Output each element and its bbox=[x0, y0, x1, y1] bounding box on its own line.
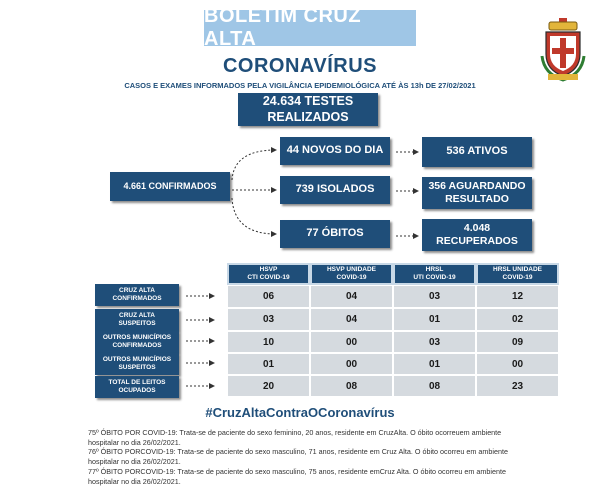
isolated-label: 739 ISOLADOS bbox=[295, 183, 375, 196]
arrow-to-new-today bbox=[232, 150, 276, 180]
awaiting-label: RESULTADO bbox=[445, 193, 509, 205]
row-label-outros-confirmados: OUTROS MUNICÍPIOS CONFIRMADOS bbox=[95, 331, 179, 353]
table-cell: 06 bbox=[227, 285, 310, 308]
table-cell: 01 bbox=[227, 353, 310, 375]
page-subtitle: CORONAVÍRUS bbox=[222, 55, 378, 77]
report-caption: CASOS E EXAMES INFORMADOS PELA VIGILÂNCIA EPIDEMIOLÓGICA ATÉ ÀS 13h DE 27/02/2021 bbox=[124, 81, 476, 90]
table-cell: 08 bbox=[310, 375, 393, 397]
death-notes bbox=[88, 428, 558, 486]
bulletin-title: BOLETIM CRUZ ALTA bbox=[204, 10, 416, 46]
table-cell: 09 bbox=[476, 331, 559, 353]
col-header-hrsl-unidade: HRSL UNIDADE COVID-19 bbox=[476, 263, 559, 285]
table-cell: 00 bbox=[310, 331, 393, 353]
recovered-value: 4.048 bbox=[463, 221, 491, 234]
campaign-hashtag: #CruzAltaContraOCoronavírus bbox=[205, 405, 395, 420]
col-header-hsvp-cti: HSVP CTI COVID-19 bbox=[227, 263, 310, 285]
table-cell: 10 bbox=[227, 331, 310, 353]
death-note-76: 76º ÓBITO PORCOVID-19: Trata-se de paciente do sexo masculino, 71 anos, residente em Cruz Alta. O óbito ocorreu em ambiente hospitalar no dia 26/02/2021. bbox=[88, 447, 508, 467]
table-cell: 12 bbox=[476, 285, 559, 308]
col-header-hsvp-unidade: HSVP UNIDADE COVID-19 bbox=[310, 263, 393, 285]
row-label-outros-suspeitos: OUTROS MUNICÍPIOS SUSPEITOS bbox=[95, 353, 179, 375]
row-label-cruz-alta-suspeitos: CRUZ ALTA SUSPEITOS bbox=[95, 309, 179, 331]
awaiting-value: 356 AGUARDANDO bbox=[428, 179, 526, 192]
tests-value: 24.634 TESTES bbox=[262, 93, 354, 108]
table-cell: 00 bbox=[310, 353, 393, 375]
table-cell: 03 bbox=[393, 285, 476, 308]
table-cell: 20 bbox=[227, 375, 310, 397]
col-header-hrsl-uti: HRSL UTI COVID-19 bbox=[393, 263, 476, 285]
table-cell: 01 bbox=[393, 353, 476, 375]
tests-label: REALIZADOS bbox=[267, 109, 349, 124]
data-table bbox=[227, 285, 559, 397]
table-cell: 08 bbox=[393, 375, 476, 397]
death-note-77: 77º ÓBITO PORCOVID-19: Trata-se de paciente do sexo masculino, 75 anos, residente emCruz Alta. O óbito ocorreu em ambiente hospitalar no dia 26/02/2021. bbox=[88, 466, 506, 486]
table-cell: 23 bbox=[476, 375, 559, 397]
deaths-label: 77 ÓBITOS bbox=[306, 227, 364, 240]
table-cell: 00 bbox=[476, 353, 559, 375]
row-arrows bbox=[186, 296, 214, 386]
row-label-cruz-alta-confirmados: CRUZ ALTA CONFIRMADOS bbox=[95, 284, 179, 306]
table-cell: 03 bbox=[393, 331, 476, 353]
active-label: 536 ATIVOS bbox=[446, 145, 508, 158]
table-cell: 04 bbox=[310, 308, 393, 331]
table-cell: 01 bbox=[393, 308, 476, 331]
recovered-label: RECUPERADOS bbox=[436, 235, 518, 247]
row-label-total-leitos: TOTAL DE LEITOS OCUPADOS bbox=[95, 376, 179, 398]
death-note-75: 75º ÓBITO POR COVID-19: Trata-se de paciente do sexo feminino, 20 anos, residente em CruzAlta. O óbito ocorreuem ambiente hospitalar no dia 26/02/2021. bbox=[88, 428, 502, 447]
table-cell: 03 bbox=[227, 308, 310, 331]
confirmed-label: 4.661 CONFIRMADOS bbox=[123, 180, 217, 191]
table-cell: 02 bbox=[476, 308, 559, 331]
table-cell: 04 bbox=[310, 285, 393, 308]
arrow-to-deaths bbox=[232, 198, 276, 234]
new-today-label: 44 NOVOS DO DIA bbox=[286, 144, 384, 157]
